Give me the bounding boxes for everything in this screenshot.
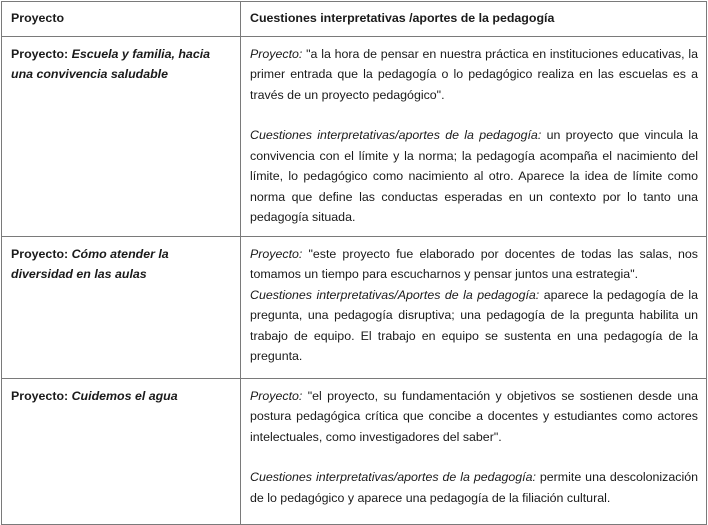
interpretation-paragraph [250, 125, 698, 228]
interpretation-paragraph [250, 467, 698, 508]
project-name: Cómo atender la diversidad en las aulas [11, 246, 169, 281]
project-prefix: Proyecto: [11, 388, 69, 403]
quote-paragraph [250, 244, 698, 285]
quote-paragraph [250, 44, 698, 106]
interpretation-label: Cuestiones interpretativas/aportes de la pedagogía: [250, 470, 536, 484]
quote-paragraph [250, 386, 698, 448]
table-row [2, 236, 707, 378]
table-row [2, 36, 707, 236]
projects-table [1, 1, 707, 525]
contributions-cell [241, 378, 707, 524]
interpretation-text: permite una descolonización de lo pedagógico y aparece una pedagogía de la filiación cultural. [250, 470, 698, 505]
project-prefix: Proyecto: [11, 246, 69, 261]
interpretation-text: un proyecto que vincula la convivencia con el límite y la norma; la pedagogía acompaña el nacimiento del límite, lo pedagógico como nacimiento al otro. Aparece la idea de límite como norma que define las conductas esperadas en un contexto por lo tanto una pedagogía situada. [250, 128, 699, 224]
project-cell [2, 378, 241, 524]
project-prefix: Proyecto: [11, 46, 69, 61]
quote-text: "a la hora de pensar en nuestra práctica en instituciones educativas, la primer entrada que la pedagogía o lo pedagógico realiza en las escuelas es a través de un proyecto pedagógico". [250, 46, 698, 102]
contributions-cell [241, 36, 707, 236]
interpretation-label: Cuestiones interpretativas/aportes de la pedagogía: [250, 128, 542, 142]
table-row [2, 378, 707, 524]
quote-text: "el proyecto, su fundamentación y objetivos se sostienen desde una postura pedagógica crítica que concibe a docentes y estudiantes como actores intelectuales, como investigadores del saber". [250, 388, 698, 444]
interpretation-paragraph [250, 285, 698, 367]
project-cell [2, 236, 241, 378]
header-contributions: Cuestiones interpretativas /aportes de la pedagogía [241, 2, 707, 37]
project-name: Escuela y familia, hacia una convivencia saludable [11, 46, 211, 81]
interpretation-text: aparece la pedagogía de la pregunta, una pedagogía disruptiva; una pedagogía de la pregunta habilita un trabajo de equipo. El trabajo en equipo se sustenta en una pedagogía de la pregunta. [250, 287, 698, 363]
table-header-row [2, 2, 707, 37]
project-cell [2, 36, 241, 236]
header-project: Proyecto [2, 2, 241, 37]
interpretation-label: Cuestiones interpretativas/Aportes de la pedagogía: [250, 287, 540, 302]
contributions-cell [241, 236, 707, 378]
project-name: Cuidemos el agua [71, 388, 178, 403]
quote-text: "este proyecto fue elaborado por docentes de todas las salas, nos tomamos un tiempo para escucharnos y pensar juntos una estrategia". [250, 246, 698, 281]
quote-label: Proyecto: [250, 246, 303, 261]
quote-label: Proyecto: [250, 46, 303, 61]
quote-label: Proyecto: [250, 388, 303, 403]
